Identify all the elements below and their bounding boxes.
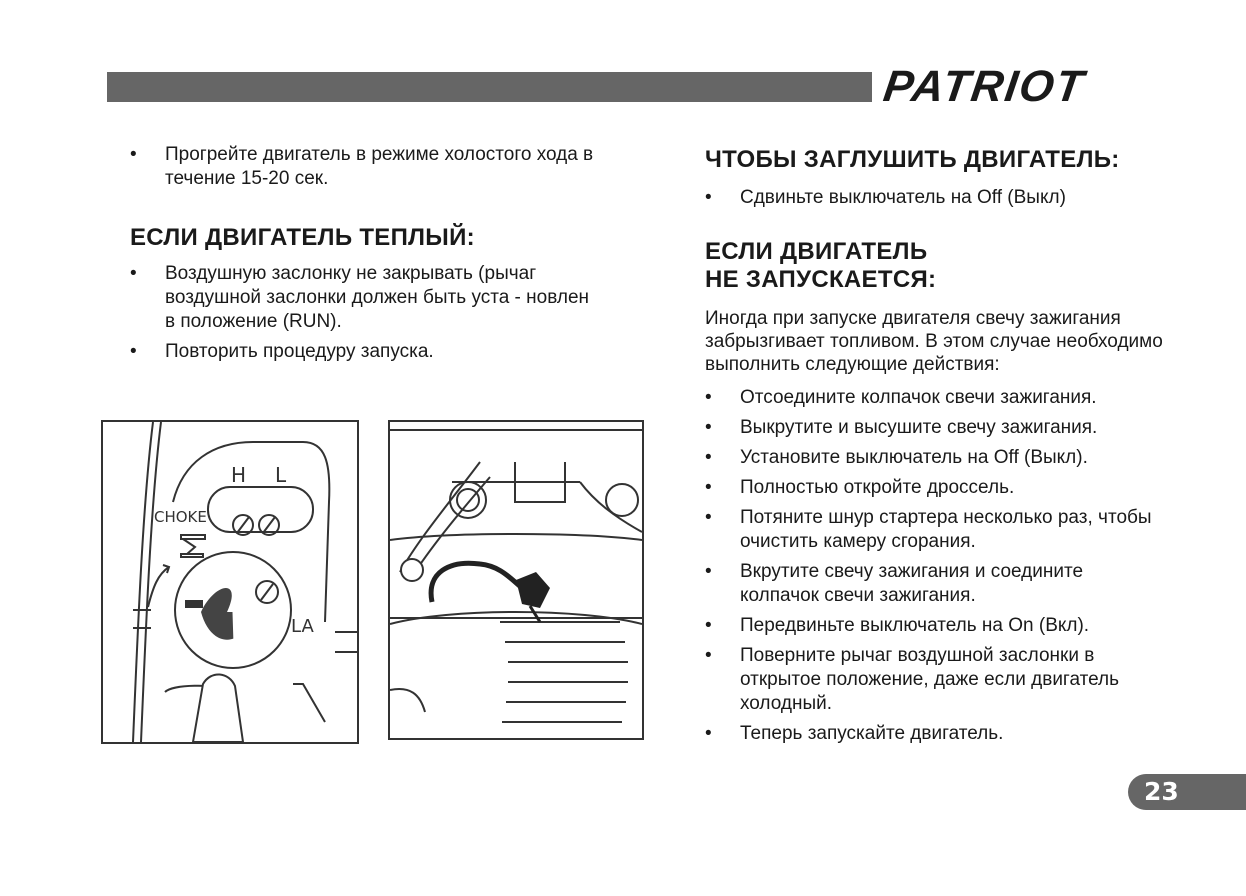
list-item: • Отсоедините колпачок свечи зажигания.: [705, 386, 1175, 410]
list-item: • Вкрутите свечу зажигания и соедините колпачок свечи зажигания.: [705, 560, 1160, 608]
no-start-heading: [705, 238, 1175, 294]
warm-engine-heading: ЕСЛИ ДВИГАТЕЛЬ ТЕПЛЫЙ:: [130, 224, 475, 251]
list-item: • Передвиньте выключатель на On (Вкл).: [705, 614, 1175, 638]
label-l: L: [275, 463, 287, 487]
list-item: • Сдвиньте выключатель на Off (Выкл): [705, 186, 1175, 210]
right-column: [705, 143, 1175, 752]
list-item: • Выкрутите и высушите свечу зажигания.: [705, 416, 1175, 440]
intro-list: [130, 143, 670, 191]
list-item: • Потяните шнур стартера несколько раз, чтобы очистить камеру сгорания.: [705, 506, 1160, 554]
spark-plug-figure: [388, 420, 644, 740]
no-start-list: [705, 386, 1175, 746]
list-item: • Воздушную заслонку не закрывать (рычаг воздушной заслонки должен быть уста - новлен в положение (RUN).: [130, 262, 595, 334]
warm-engine-list: [130, 262, 670, 364]
label-choke: CHOKE: [154, 508, 207, 526]
label-la: LA: [291, 616, 314, 637]
stop-engine-heading: ЧТОБЫ ЗАГЛУШИТЬ ДВИГАТЕЛЬ:: [705, 146, 1120, 173]
no-start-text: Иногда при запуске двигателя свечу зажигания забрызгивает топливом. В этом случае необходимо выполнить следующие действия:: [705, 308, 1163, 375]
no-start-heading-line1: ЕСЛИ ДВИГАТЕЛЬ: [705, 238, 928, 265]
no-start-heading-line2: НЕ ЗАПУСКАЕТСЯ:: [705, 266, 937, 293]
stop-engine-list: [705, 186, 1175, 210]
list-item: • Теперь запускайте двигатель.: [705, 722, 1175, 746]
page-number: 23: [1144, 777, 1179, 806]
label-h: H: [231, 463, 247, 487]
list-item: • Прогрейте двигатель в режиме холостого хода в течение 15-20 сек.: [130, 143, 635, 191]
list-item: • Полностью откройте дроссель.: [705, 476, 1175, 500]
list-item: • Повторить процедуру запуска.: [130, 340, 670, 364]
brand-logo: PATRIOT: [880, 62, 1089, 111]
left-column: [130, 143, 670, 370]
list-item: • Поверните рычаг воздушной заслонки в открытое положение, даже если двигатель холодный.: [705, 644, 1160, 716]
list-item: • Установите выключатель на Off (Выкл).: [705, 446, 1175, 470]
header-bar: [107, 72, 872, 102]
choke-lever-figure: [101, 420, 359, 744]
